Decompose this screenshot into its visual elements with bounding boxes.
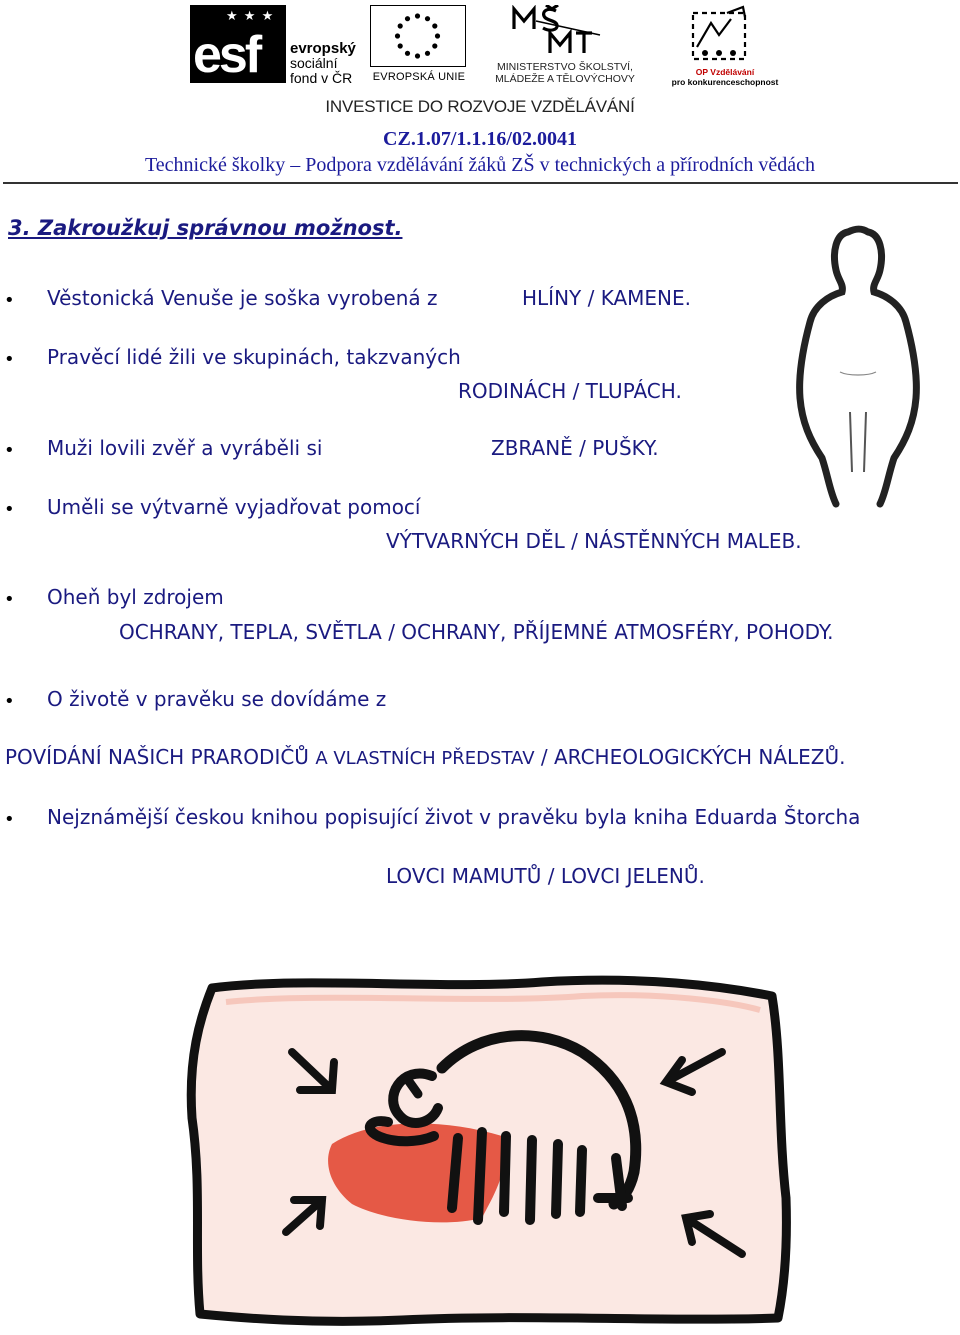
options-6-part-1: POVÍDÁNÍ NAŠICH PRARODIČŮ [5,745,309,769]
esf-letters: esf [193,26,260,84]
eu-flag-icon [370,5,466,67]
question-1: Věstonická Venuše je soška vyrobená z [47,286,438,310]
bullet: • [4,349,15,370]
bullet: • [4,440,15,461]
investice-slogan: INVESTICE DO ROZVOJE VZDĚLÁVÁNÍ [325,97,635,116]
bullet: • [4,691,15,712]
esf-line-2: sociální [290,55,338,71]
msmt-line-2: MLÁDEŽE A TĚLOVÝCHOVY [495,73,635,85]
bullet: • [4,809,15,830]
options-6[interactable] [5,745,846,771]
msmt-line-1: MINISTERSTVO ŠKOLSTVÍ, [497,61,633,73]
eu-logo [370,5,468,91]
project-code: CZ.1.07/1.1.16/02.0041 [383,128,577,150]
question-7: Nejznámější českou knihou popisující život v pravěku byla kniha Eduarda Štorcha [47,805,861,829]
op-line-1: OP Vzdělávání [695,67,755,77]
options-6-part-3: / ARCHEOLOGICKÝCH NÁLEZŮ. [540,745,846,769]
op-text [665,67,785,87]
eu-caption: EVROPSKÁ UNIE [372,71,466,83]
msmt-logo [480,5,650,91]
esf-logo-box [190,5,286,83]
options-7[interactable]: LOVCI MAMUTŮ / LOVCI JELENŮ. [386,864,705,888]
msmt-text [480,61,650,85]
op-line-2: pro konkurenceschopnost [671,77,779,87]
op-logo-icon [683,5,759,65]
options-5[interactable]: OCHRANY, TEPLA, SVĚTLA / OCHRANY, PŘÍJEMNÉ ATMOSFÉRY, POHODY. [119,620,834,644]
question-4: Uměli se výtvarně vyjadřovat pomocí [47,495,421,519]
project-title: Technické školky – Podpora vzdělávání žáků ZŠ v technických a přírodních vědách [144,154,816,176]
esf-stars: ★ ★ ★ [226,9,275,24]
question-2: Pravěcí lidé žili ve skupinách, takzvaných [47,345,461,369]
options-3[interactable]: ZBRANĚ / PUŠKY. [491,436,659,460]
question-5: Oheň byl zdrojem [47,585,224,609]
venus-figurine-icon [788,222,928,512]
options-6-part-2: A VLASTNÍCH PŘEDSTAV [315,748,535,769]
bullet: • [4,290,15,311]
header-divider [3,182,958,184]
question-3: Muži lovili zvěř a vyráběli si [47,436,323,460]
esf-logo-icon [190,5,362,91]
task-title: 3. Zakroužkuj správnou možnost. [8,216,403,240]
question-6: O životě v pravěku se dovídáme z [47,687,387,711]
bullet: • [4,589,15,610]
esf-line-1: evropský [290,40,356,57]
bullet: • [4,499,15,520]
mammoth-cave-painting-icon [182,968,794,1328]
msmt-logo-icon [510,5,620,57]
esf-text [290,41,356,86]
options-4[interactable]: VÝTVARNÝCH DĚL / NÁSTĚNNÝCH MALEB. [386,529,802,553]
options-2[interactable]: RODINÁCH / TLUPÁCH. [458,379,682,403]
esf-line-3: fond v ČR [290,70,353,86]
options-1[interactable]: HLÍNY / KAMENE. [522,286,692,310]
logo-row [190,5,780,95]
op-logo [665,5,785,91]
